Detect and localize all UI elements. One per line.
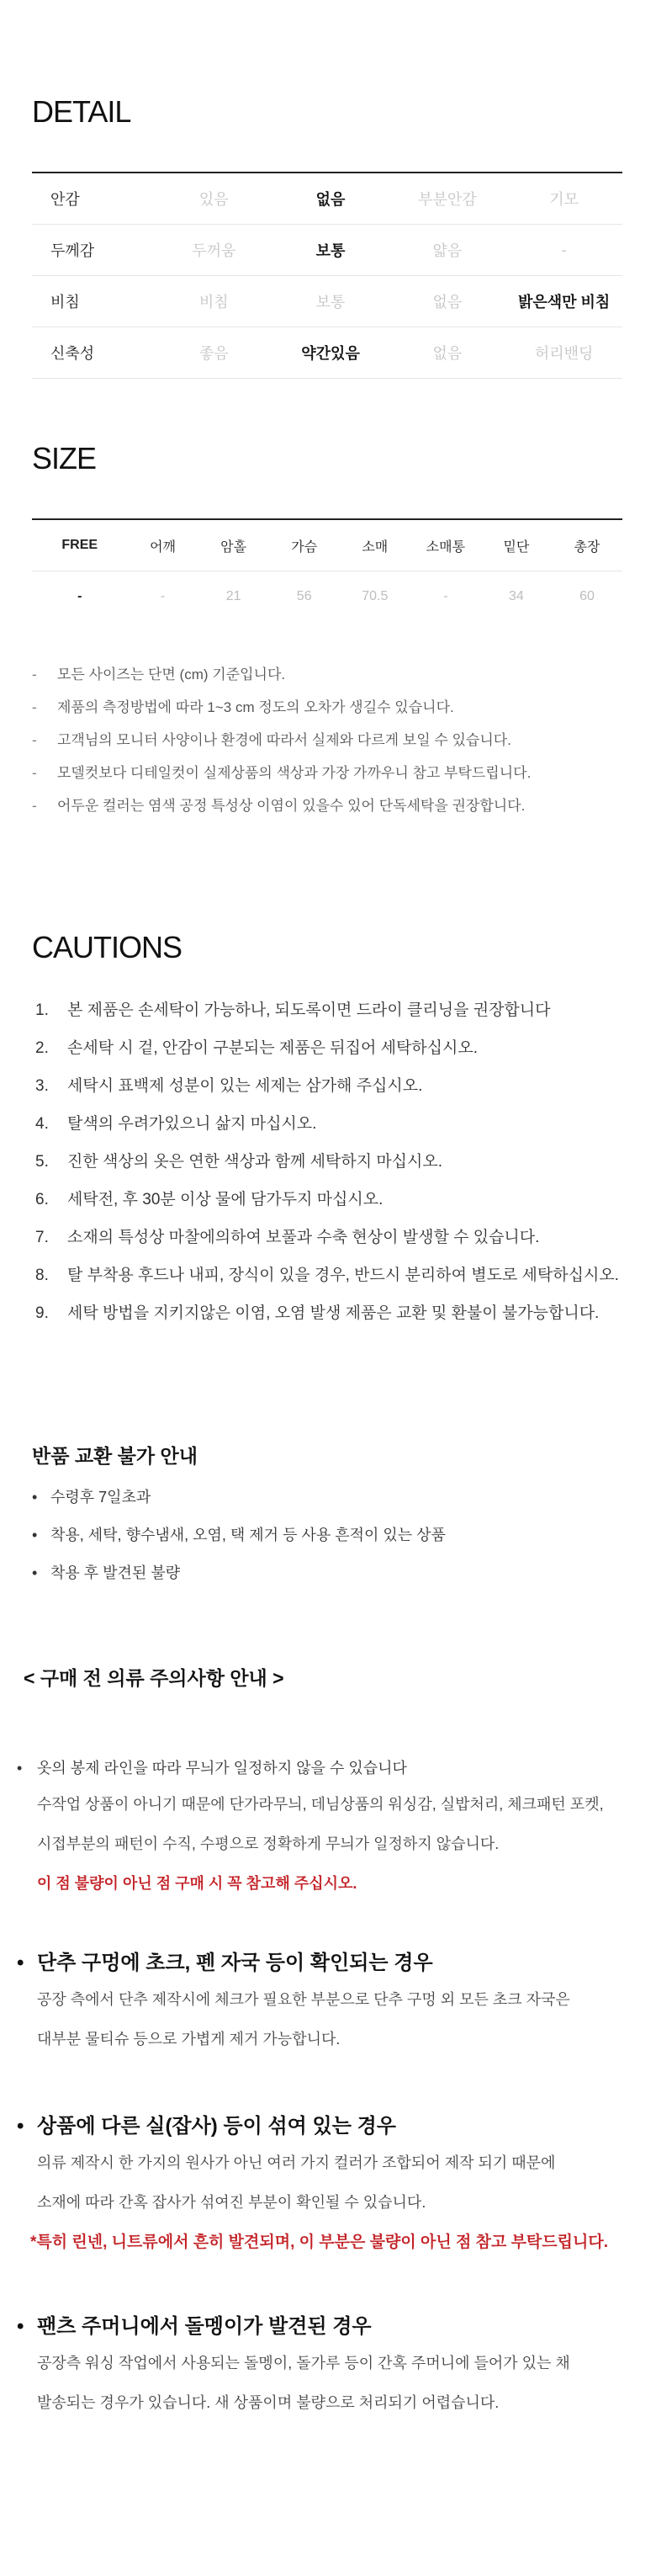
precaution-heading: • 상품에 다른 실(잡사) 등이 섞여 있는 경우 [17,2115,396,2138]
list-item: - 제품의 측정방법에 따라 1~3 cm 정도의 오차가 생길수 있습니다. [32,699,454,715]
caution-text: 탈색의 우려가있으니 삶지 마십시오. [67,1115,317,1133]
size-header: 가슴 [291,539,318,555]
detail-row-thickness [32,225,622,276]
list-item: - 모델컷보다 디테일컷이 실제상품의 색상과 가장 가까우니 참고 부탁드립니다. [32,765,532,781]
detail-label: 두께감 [50,242,95,259]
caution-text: 탈 부착용 후드나 내피, 장식이 있을 경우, 반드시 분리하여 별도로 세탁하십시오. [67,1267,619,1284]
list-item: 3. 세탁시 표백제 성분이 있는 세제는 삼가해 주십시오. [35,1077,423,1095]
list-item: - 모든 사이즈는 단면 (cm) 기준입니다. [32,667,286,683]
size-header: 암홀 [220,539,247,555]
detail-title: DETAIL [32,94,131,129]
list-item: - 어두운 컬러는 염색 공정 특성상 이염이 있을수 있어 단독세탁을 권장합니다. [32,798,526,814]
detail-option-selected: 없음 [315,191,346,208]
note-text: 고객님의 모니터 사양이나 환경에 따라서 실제와 다르게 보일 수 있습니다. [57,732,511,748]
size-header: 어깨 [150,539,176,555]
detail-option: 얇음 [432,242,463,259]
size-value: - [160,589,166,603]
list-item: - 고객님의 모니터 사양이나 환경에 따라서 실제와 다르게 보일 수 있습니다. [32,732,511,748]
list-item: • 착용 후 발견된 불량 [32,1564,181,1581]
detail-option: 두꺼움 [192,242,236,259]
detail-label: 비침 [50,294,80,311]
detail-option: 있음 [198,191,229,208]
detail-table [32,172,622,379]
size-title: SIZE [32,441,97,475]
detail-row-lining [32,173,622,225]
size-header: FREE [61,538,98,552]
size-value: 60 [579,589,595,603]
detail-option: 비침 [198,294,229,311]
precaution-block-pebble [17,2310,639,2423]
precaution-block-chalk [17,1947,639,2059]
precaution-heading: • 팬츠 주머니에서 돌멩이가 발견된 경우 [17,2315,372,2338]
precaution-line: 의류 제작시 한 가지의 원사가 아닌 여러 가지 컬러가 조합되어 제작 되기 때문에 [37,2154,556,2171]
precaution-line: 공장측 워싱 작업에서 사용되는 돌멩이, 돌가루 등이 간혹 주머니에 들어가 있는 채 [37,2355,570,2372]
size-header: 밑단 [503,539,530,555]
size-value: 34 [509,589,524,603]
list-item: 7. 소재의 특성상 마찰에의하여 보풀과 수축 현상이 발생할 수 있습니다. [35,1229,540,1246]
precaution-line: 대부분 물티슈 등으로 가볍게 제거 가능합니다. [37,2031,341,2048]
detail-option: 없음 [432,294,463,311]
size-value-row [32,571,622,622]
returns-title: 반품 교환 불가 안내 [32,1445,198,1467]
size-value: 21 [225,589,241,603]
precaution-line: 발송되는 경우가 있습니다. 새 상품이며 불량으로 처리되기 어렵습니다. [37,2394,500,2411]
detail-option: 좋음 [198,345,229,362]
size-value: 70.5 [362,589,389,603]
returns-list [32,1479,446,1592]
precaution-line: 공장 측에서 단추 제작시에 체크가 필요한 부분으로 단추 구멍 외 모든 초크 자국은 [37,1991,570,2008]
precaution-heading: • 옷의 봉제 라인을 따라 무늬가 일정하지 않을 수 있습니다 [17,1760,407,1777]
returns-text: 착용, 세탁, 향수냄새, 오염, 택 제거 등 사용 흔적이 있는 상품 [50,1527,446,1543]
list-item: 8. 탈 부착용 후드나 내피, 장식이 있을 경우, 반드시 분리하여 별도로 세탁하십시오. [35,1267,619,1284]
caution-text: 세탁전, 후 30분 이상 물에 담가두지 마십시오. [67,1191,384,1208]
caution-text: 손세탁 시 겉, 안감이 구분되는 제품은 뒤집어 세탁하십시오. [67,1039,479,1057]
list-item: 9. 세탁 방법을 지키지않은 이염, 오염 발생 제품은 교환 및 환불이 불가능합니다. [35,1304,600,1322]
size-notes [32,658,531,822]
detail-option-selected: 밝은색만 비침 [517,294,611,311]
detail-row-sheerness [32,276,622,327]
caution-text: 세탁시 표백제 성분이 있는 세제는 삼가해 주십시오. [67,1077,423,1095]
note-text: 모델컷보다 디테일컷이 실제상품의 색상과 가장 가까우니 참고 부탁드립니다. [57,765,532,781]
detail-row-stretch [32,327,622,379]
list-item: 1. 본 제품은 손세탁이 가능하나, 되도록이면 드라이 클리닝을 권장합니다 [35,1001,551,1019]
precautions-title: < 구매 전 의류 주의사항 안내 > [24,1667,284,1689]
list-item: 4. 탈색의 우려가있으니 삶지 마십시오. [35,1115,317,1133]
size-table [32,518,622,622]
precaution-line: 소재에 따라 간혹 잡사가 섞여진 부분이 확인될 수 있습니다. [37,2194,426,2211]
list-item: • 수령후 7일초과 [32,1489,151,1506]
detail-option-selected: 보통 [315,242,346,259]
detail-option-selected: 약간있음 [301,345,360,362]
precaution-note: *특히 린넨, 니트류에서 흔히 발견되며, 이 부분은 불량이 아닌 점 참고 부탁드립니다. [30,2233,608,2251]
caution-text: 본 제품은 손세탁이 가능하나, 되도록이면 드라이 클리닝을 권장합니다 [67,1001,551,1019]
detail-option: 기모 [549,191,579,208]
size-header-row [32,520,622,571]
cautions-list [35,991,619,1332]
caution-text: 세탁 방법을 지키지않은 이염, 오염 발생 제품은 교환 및 환불이 불가능합니다. [67,1304,600,1322]
precaution-block-thread [17,2110,639,2262]
size-value: - [77,589,82,603]
size-value: - [443,589,448,603]
precaution-note: 이 점 불량이 아닌 점 구매 시 꼭 참고해 주십시오. [37,1875,357,1892]
size-value: 56 [296,589,312,603]
list-item: 2. 손세탁 시 겉, 안감이 구분되는 제품은 뒤집어 세탁하십시오. [35,1039,479,1057]
list-item: • 착용, 세탁, 향수냄새, 오염, 택 제거 등 사용 흔적이 있는 상품 [32,1527,446,1543]
returns-text: 착용 후 발견된 불량 [50,1564,181,1581]
detail-label: 안감 [50,191,80,208]
note-text: 제품의 측정방법에 따라 1~3 cm 정도의 오차가 생길수 있습니다. [57,699,454,715]
precaution-line: 수작업 상품이 아니기 때문에 단가라무늬, 데님상품의 워싱감, 실밥처리, 체크패턴 포켓, [37,1796,604,1813]
precaution-block-pattern [17,1751,639,1904]
detail-label: 신축성 [50,345,95,362]
list-item: 6. 세탁전, 후 30분 이상 물에 담가두지 마십시오. [35,1191,384,1208]
size-header: 소매 [362,539,389,555]
detail-option: - [561,241,567,258]
size-header: 소매통 [426,539,466,555]
detail-option: 부분안감 [418,191,477,208]
note-text: 어두운 컬러는 염색 공정 특성상 이염이 있을수 있어 단독세탁을 권장합니다. [57,798,526,814]
caution-text: 소재의 특성상 마찰에의하여 보풀과 수축 현상이 발생할 수 있습니다. [67,1229,540,1246]
cautions-title: CAUTIONS [32,930,183,964]
note-text: 모든 사이즈는 단면 (cm) 기준입니다. [57,667,286,683]
precaution-heading: • 단추 구멍에 초크, 펜 자국 등이 확인되는 경우 [17,1952,433,1974]
detail-option: 허리밴딩 [534,345,594,362]
caution-text: 진한 색상의 옷은 연한 색상과 함께 세탁하지 마십시오. [67,1153,443,1171]
returns-text: 수령후 7일초과 [50,1489,151,1506]
detail-option: 보통 [315,294,346,311]
detail-option: 없음 [432,345,463,362]
precaution-line: 시접부분의 패턴이 수직, 수평으로 정확하게 무늬가 일정하지 않습니다. [37,1835,500,1852]
list-item: 5. 진한 색상의 옷은 연한 색상과 함께 세탁하지 마십시오. [35,1153,443,1171]
size-header: 총장 [574,539,600,555]
